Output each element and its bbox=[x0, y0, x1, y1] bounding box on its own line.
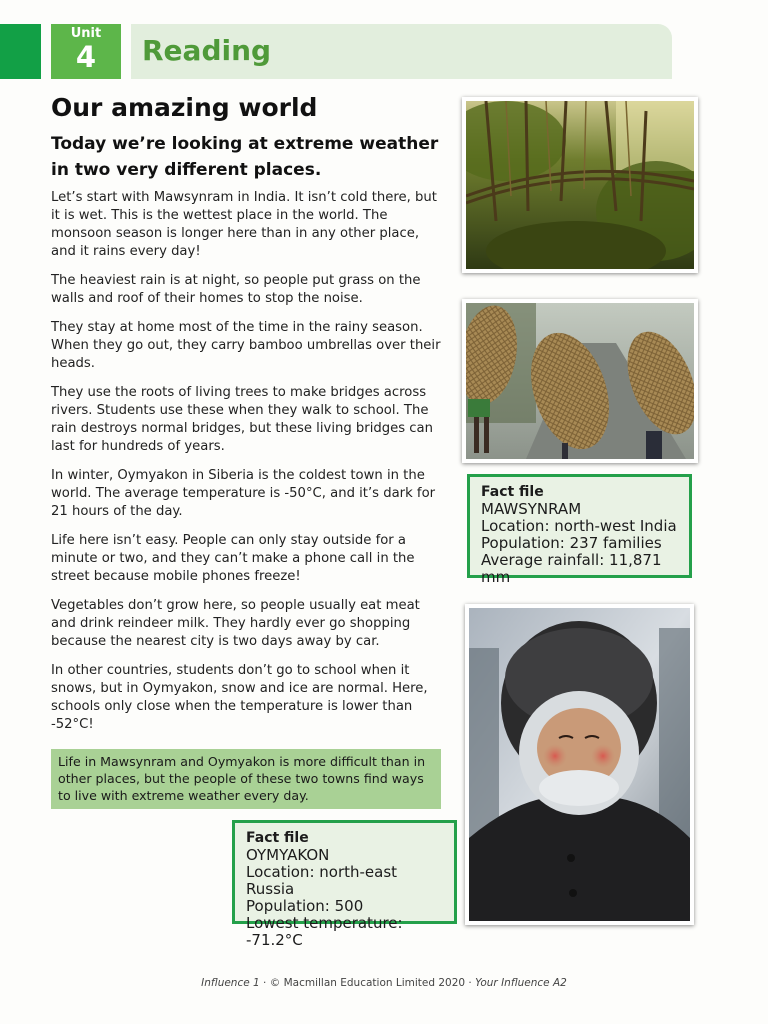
unit-number: 4 bbox=[75, 40, 97, 74]
footer-book: Influence 1 bbox=[201, 977, 260, 989]
fact-file-location: Location: north-west India bbox=[481, 517, 677, 535]
article-paragraph: In other countries, students don’t go to school when it snows, but in Oymyakon, snow and ice are normal. Here, schools only close when the temperature is lower than -52°C! bbox=[51, 663, 428, 732]
oymyakon-fact-file bbox=[232, 820, 457, 949]
fact-file-population: Population: 237 families bbox=[481, 534, 662, 552]
bamboo-umbrella-photo bbox=[462, 299, 698, 463]
page-footer bbox=[0, 977, 768, 989]
footer-series: Your Influence A2 bbox=[475, 977, 567, 989]
mawsynram-fact-file bbox=[467, 474, 692, 586]
article-title: Our amazing world bbox=[51, 93, 318, 122]
fact-file-location: Location: north-east Russia bbox=[246, 863, 398, 898]
article-paragraph: Let’s start with Mawsynram in India. It isn’t cold there, but it is wet. This is the wettest place in the world. The monsoon season is longer here than in any other place, and it rains every day! bbox=[51, 190, 437, 259]
article-paragraph: They stay at home most of the time in the rainy season. When they go out, they carry bamboo umbrellas over their heads. bbox=[51, 320, 441, 371]
fact-file-temperature: Lowest temperature: -71.2°C bbox=[246, 914, 403, 949]
article-paragraph: They use the roots of living trees to make bridges across rivers. Students use these when they walk to school. The rain destroys normal bridges, but these living bridges can last for hundreds of years. bbox=[51, 385, 433, 454]
root-bridge-photo bbox=[462, 97, 698, 273]
unit-accent-bar bbox=[0, 24, 41, 79]
oymyakon-boy-photo bbox=[465, 604, 694, 925]
fact-file-rainfall: Average rainfall: 11,871 mm bbox=[481, 551, 662, 586]
footer-copyright: · © Macmillan Education Limited 2020 · bbox=[259, 977, 476, 989]
fact-file-title: Fact file bbox=[246, 830, 309, 846]
fact-file-place: MAWSYNRAM bbox=[481, 500, 582, 518]
fact-file-place: OYMYAKON bbox=[246, 846, 330, 864]
article-paragraph: Life here isn’t easy. People can only stay outside for a minute or two, and they can’t make a phone call in the street because mobile phones freeze! bbox=[51, 533, 415, 584]
section-banner bbox=[131, 24, 672, 79]
article-paragraph: The heaviest rain is at night, so people put grass on the walls and roof of their homes to stop the noise. bbox=[51, 273, 421, 306]
article-paragraph: In winter, Oymyakon in Siberia is the coldest town in the world. The average temperature is -50°C, and it’s dark for 21 hours of the day. bbox=[51, 468, 436, 519]
summary-box: Life in Mawsynram and Oymyakon is more difficult than in other places, but the people of these two towns find ways to live with extreme weather every day. bbox=[51, 749, 441, 809]
unit-badge bbox=[51, 24, 121, 79]
article-paragraph: Vegetables don’t grow here, so people usually eat meat and drink reindeer milk. They hardly ever go shopping because the nearest city is two days away by car. bbox=[51, 598, 420, 649]
section-title: Reading bbox=[142, 34, 272, 67]
article-body bbox=[51, 189, 443, 745]
fact-file-population: Population: 500 bbox=[246, 897, 364, 915]
article-subtitle: Today we’re looking at extreme weather in two very different places. bbox=[51, 134, 439, 180]
unit-label: Unit bbox=[70, 26, 102, 41]
fact-file-title: Fact file bbox=[481, 484, 544, 500]
